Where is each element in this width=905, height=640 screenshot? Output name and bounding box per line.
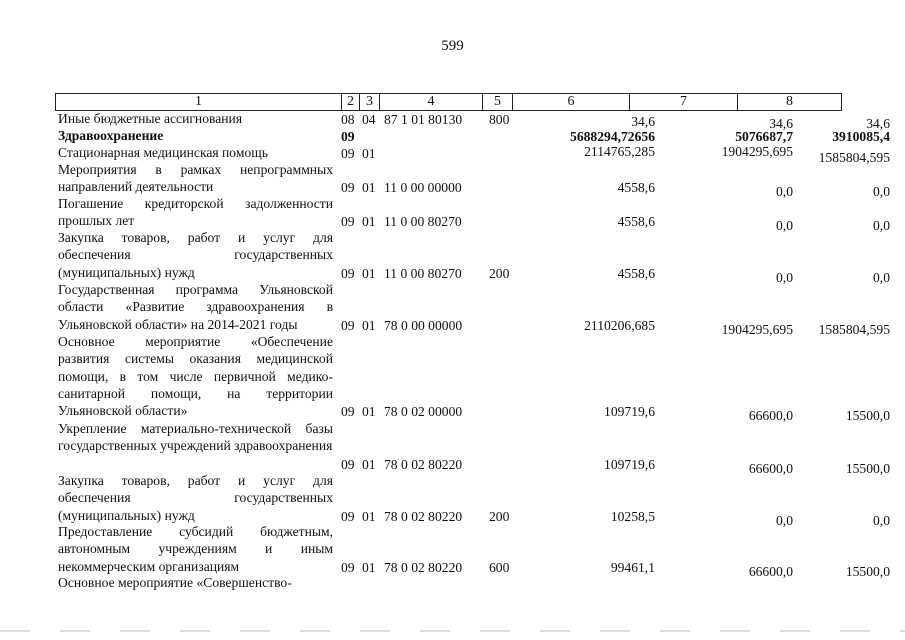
row-v8-value: 0,0: [873, 218, 890, 234]
row-v7-value: 66600,0: [748, 408, 793, 424]
row-v8-value: 15500,0: [845, 460, 890, 476]
table-row: [58, 523, 890, 579]
row-v6-value: 99461,1: [610, 559, 655, 575]
row-c4-code: 78 0 02 80220: [384, 508, 463, 524]
table-row: [58, 161, 890, 200]
row-description: Предоставление субсидий бюджетным, автономным учреждениям и иным некоммерческим организациям: [58, 524, 333, 574]
row-v6-value: 2110206,685: [584, 317, 655, 333]
row-c3-code: 01: [362, 180, 376, 196]
row-description: Государственная программа Ульяновской области «Развитие здравоохранения в Ульяновской области» на 2014-2021 годы: [58, 282, 333, 332]
row-v8-value: 15500,0: [845, 408, 890, 424]
row-description: Основное мероприятие «Обеспечение развития системы оказания медицинской помощи, в том числе первичной медико-санитарной помощи, на территории Ульяновской области»: [58, 334, 333, 419]
table-header: [55, 93, 842, 111]
row-c2-code: 09: [341, 508, 355, 524]
row-c2-code: 09: [341, 214, 355, 230]
row-v6-value: 109719,6: [604, 456, 655, 472]
col-header-6: 6: [512, 94, 629, 110]
col-header-5: 5: [482, 94, 512, 110]
table-row: [58, 574, 848, 591]
col-header-1: 1: [195, 94, 202, 109]
row-v6-value: 4558,6: [617, 180, 655, 196]
table-row: [58, 229, 890, 285]
row-v6-value: 10258,5: [610, 508, 655, 524]
row-c4-code: 11 0 00 00000: [384, 180, 462, 196]
row-v8-value: 0,0: [873, 269, 890, 285]
row-c2-code: 09: [341, 456, 355, 472]
table-row: [58, 144, 890, 165]
table-row: [58, 195, 890, 234]
col-header-4: 4: [379, 94, 482, 110]
row-c4-code: 78 0 00 00000: [384, 317, 463, 333]
row-c5-code: 200: [489, 265, 510, 281]
row-description: Иные бюджетные ассигнования: [58, 111, 243, 126]
row-c4-code: 11 0 00 80270: [384, 265, 462, 281]
table-row: [58, 420, 890, 476]
row-description: Стационарная медицинская помощь: [58, 145, 268, 160]
row-c3-code: 01: [362, 265, 376, 281]
row-v8-value: 0,0: [873, 512, 890, 528]
row-c5-code: 800: [489, 112, 510, 127]
table-row: [58, 281, 890, 337]
row-v7-value: 1904295,695: [721, 321, 793, 337]
row-description: Здравоохранение: [58, 128, 164, 143]
row-description: Укрепление материально-технической базы государственных учреждений здравоохранения: [58, 421, 333, 454]
row-v6-value: 34,6: [631, 114, 655, 129]
row-v6-value: 2114765,285: [584, 144, 655, 159]
row-description: Закупка товаров, работ и услуг для обеспечения государственных (муниципальных) нужд: [58, 473, 333, 523]
row-v7-value: 0,0: [776, 269, 793, 285]
row-c2-code: 09: [341, 180, 355, 196]
row-c4-code: 87 1 01 80130: [384, 112, 463, 127]
col-header-7: 7: [629, 94, 737, 110]
row-v6-value: 4558,6: [617, 265, 655, 281]
row-v7-value: 34,6: [769, 116, 793, 131]
row-v8-value: 34,6: [866, 116, 890, 131]
row-c3-code: 01: [362, 404, 376, 420]
row-c2-code: 09: [341, 129, 355, 144]
row-v8-value: 0,0: [873, 184, 890, 200]
row-c3-code: 01: [362, 214, 376, 230]
col-header-8: 8: [737, 94, 841, 110]
table-row: [58, 472, 890, 528]
row-v6-value: 5688294,72656: [570, 129, 655, 144]
row-v6-value: 109719,6: [604, 404, 655, 420]
page-number: 599: [441, 38, 464, 54]
row-c2-code: 09: [341, 317, 355, 333]
row-v7-value: 66600,0: [748, 460, 793, 476]
row-v7-value: 5076687,7: [735, 129, 793, 144]
row-c3-code: 01: [362, 317, 376, 333]
row-description: Погашение кредиторской задолженности прошлых лет: [58, 196, 333, 229]
row-v7-value: 0,0: [776, 184, 793, 200]
row-c5-code: 200: [489, 508, 510, 524]
row-c2-code: 09: [341, 265, 355, 281]
row-v7-value: 1904295,695: [721, 144, 793, 159]
table-row: [58, 110, 890, 131]
row-v7-value: 66600,0: [748, 563, 793, 579]
row-c4-code: 11 0 00 80270: [384, 214, 462, 230]
row-v7-value: 0,0: [776, 512, 793, 528]
col-header-2: 2: [341, 94, 359, 110]
row-c2-code: 09: [341, 146, 355, 161]
row-c2-code: 09: [341, 559, 355, 575]
col-header-3: 3: [359, 94, 379, 110]
scan-artifact-line: [0, 630, 905, 632]
row-v8-value: 1585804,595: [818, 150, 890, 165]
row-c4-code: 78 0 02 80220: [384, 559, 463, 575]
table-row: [58, 333, 890, 424]
row-description: Основное мероприятие «Совершенство-: [58, 575, 292, 590]
row-c2-code: 09: [341, 404, 355, 420]
table-row: [58, 127, 890, 144]
row-c3-code: 01: [362, 508, 376, 524]
row-c4-code: 78 0 02 00000: [384, 404, 463, 420]
row-c4-code: 78 0 02 80220: [384, 456, 463, 472]
row-c5-code: 600: [489, 559, 510, 575]
row-v8-value: 3910085,4: [832, 129, 890, 144]
row-c3-code: 01: [362, 456, 376, 472]
row-v6-value: 4558,6: [617, 214, 655, 230]
row-c3-code: 01: [362, 146, 376, 161]
row-description: Закупка товаров, работ и услуг для обеспечения государственных (муниципальных) нужд: [58, 230, 333, 280]
row-v8-value: 1585804,595: [818, 321, 890, 337]
row-description: Мероприятия в рамках непрограммных направлений деятельности: [58, 162, 333, 195]
row-c3-code: 01: [362, 559, 376, 575]
row-c2-code: 08: [341, 112, 355, 127]
row-c3-code: 04: [362, 112, 376, 127]
row-v8-value: 15500,0: [845, 563, 890, 579]
row-v7-value: 0,0: [776, 218, 793, 234]
